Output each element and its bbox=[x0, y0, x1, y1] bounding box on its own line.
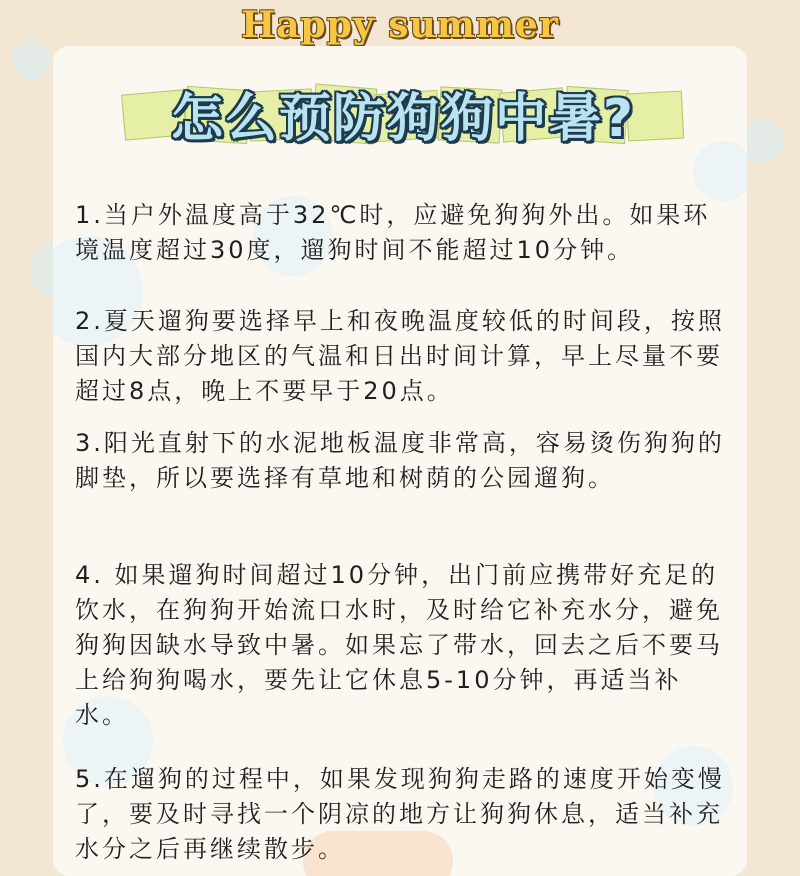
tip-paragraph-3: 3.阳光直射下的水泥地板温度非常高，容易烫伤狗狗的脚垫，所以要选择有草地和树荫的公园遛狗。 bbox=[75, 429, 725, 492]
tip-paragraph-1: 1.当户外温度高于32℃时，应避免狗狗外出。如果环境温度超过30度，遛狗时间不能超过10分钟。 bbox=[75, 201, 711, 264]
headline: 怎么预防狗狗中暑? bbox=[170, 89, 636, 149]
tip-paragraph-2: 2.夏天遛狗要选择早上和夜晚温度较低的时间段，按照国内大部分地区的气温和日出时间计算，早上尽量不要超过8点，晚上不要早于20点。 bbox=[75, 307, 725, 405]
tip-paragraph-5: 5.在遛狗的过程中，如果发现狗狗走路的速度开始变慢了，要及时寻找一个阴凉的地方让狗狗休息，适当补充水分之后再继续散步。 bbox=[75, 765, 725, 863]
headline-banner bbox=[123, 70, 683, 150]
content-card bbox=[53, 46, 747, 876]
background-bubble bbox=[12, 40, 52, 80]
background-bubble bbox=[693, 141, 747, 201]
tip-paragraph-4: 4. 如果遛狗时间超过10分钟，出门前应携带好充足的饮水，在狗狗开始流口水时，及时给它补充水分，避免狗狗因缺水导致中暑。如果忘了带水，回去之后不要马上给狗狗喝水，要先让它休息5-10分钟，再适当补水。 bbox=[75, 561, 723, 729]
page-title: Happy summer bbox=[241, 4, 559, 46]
